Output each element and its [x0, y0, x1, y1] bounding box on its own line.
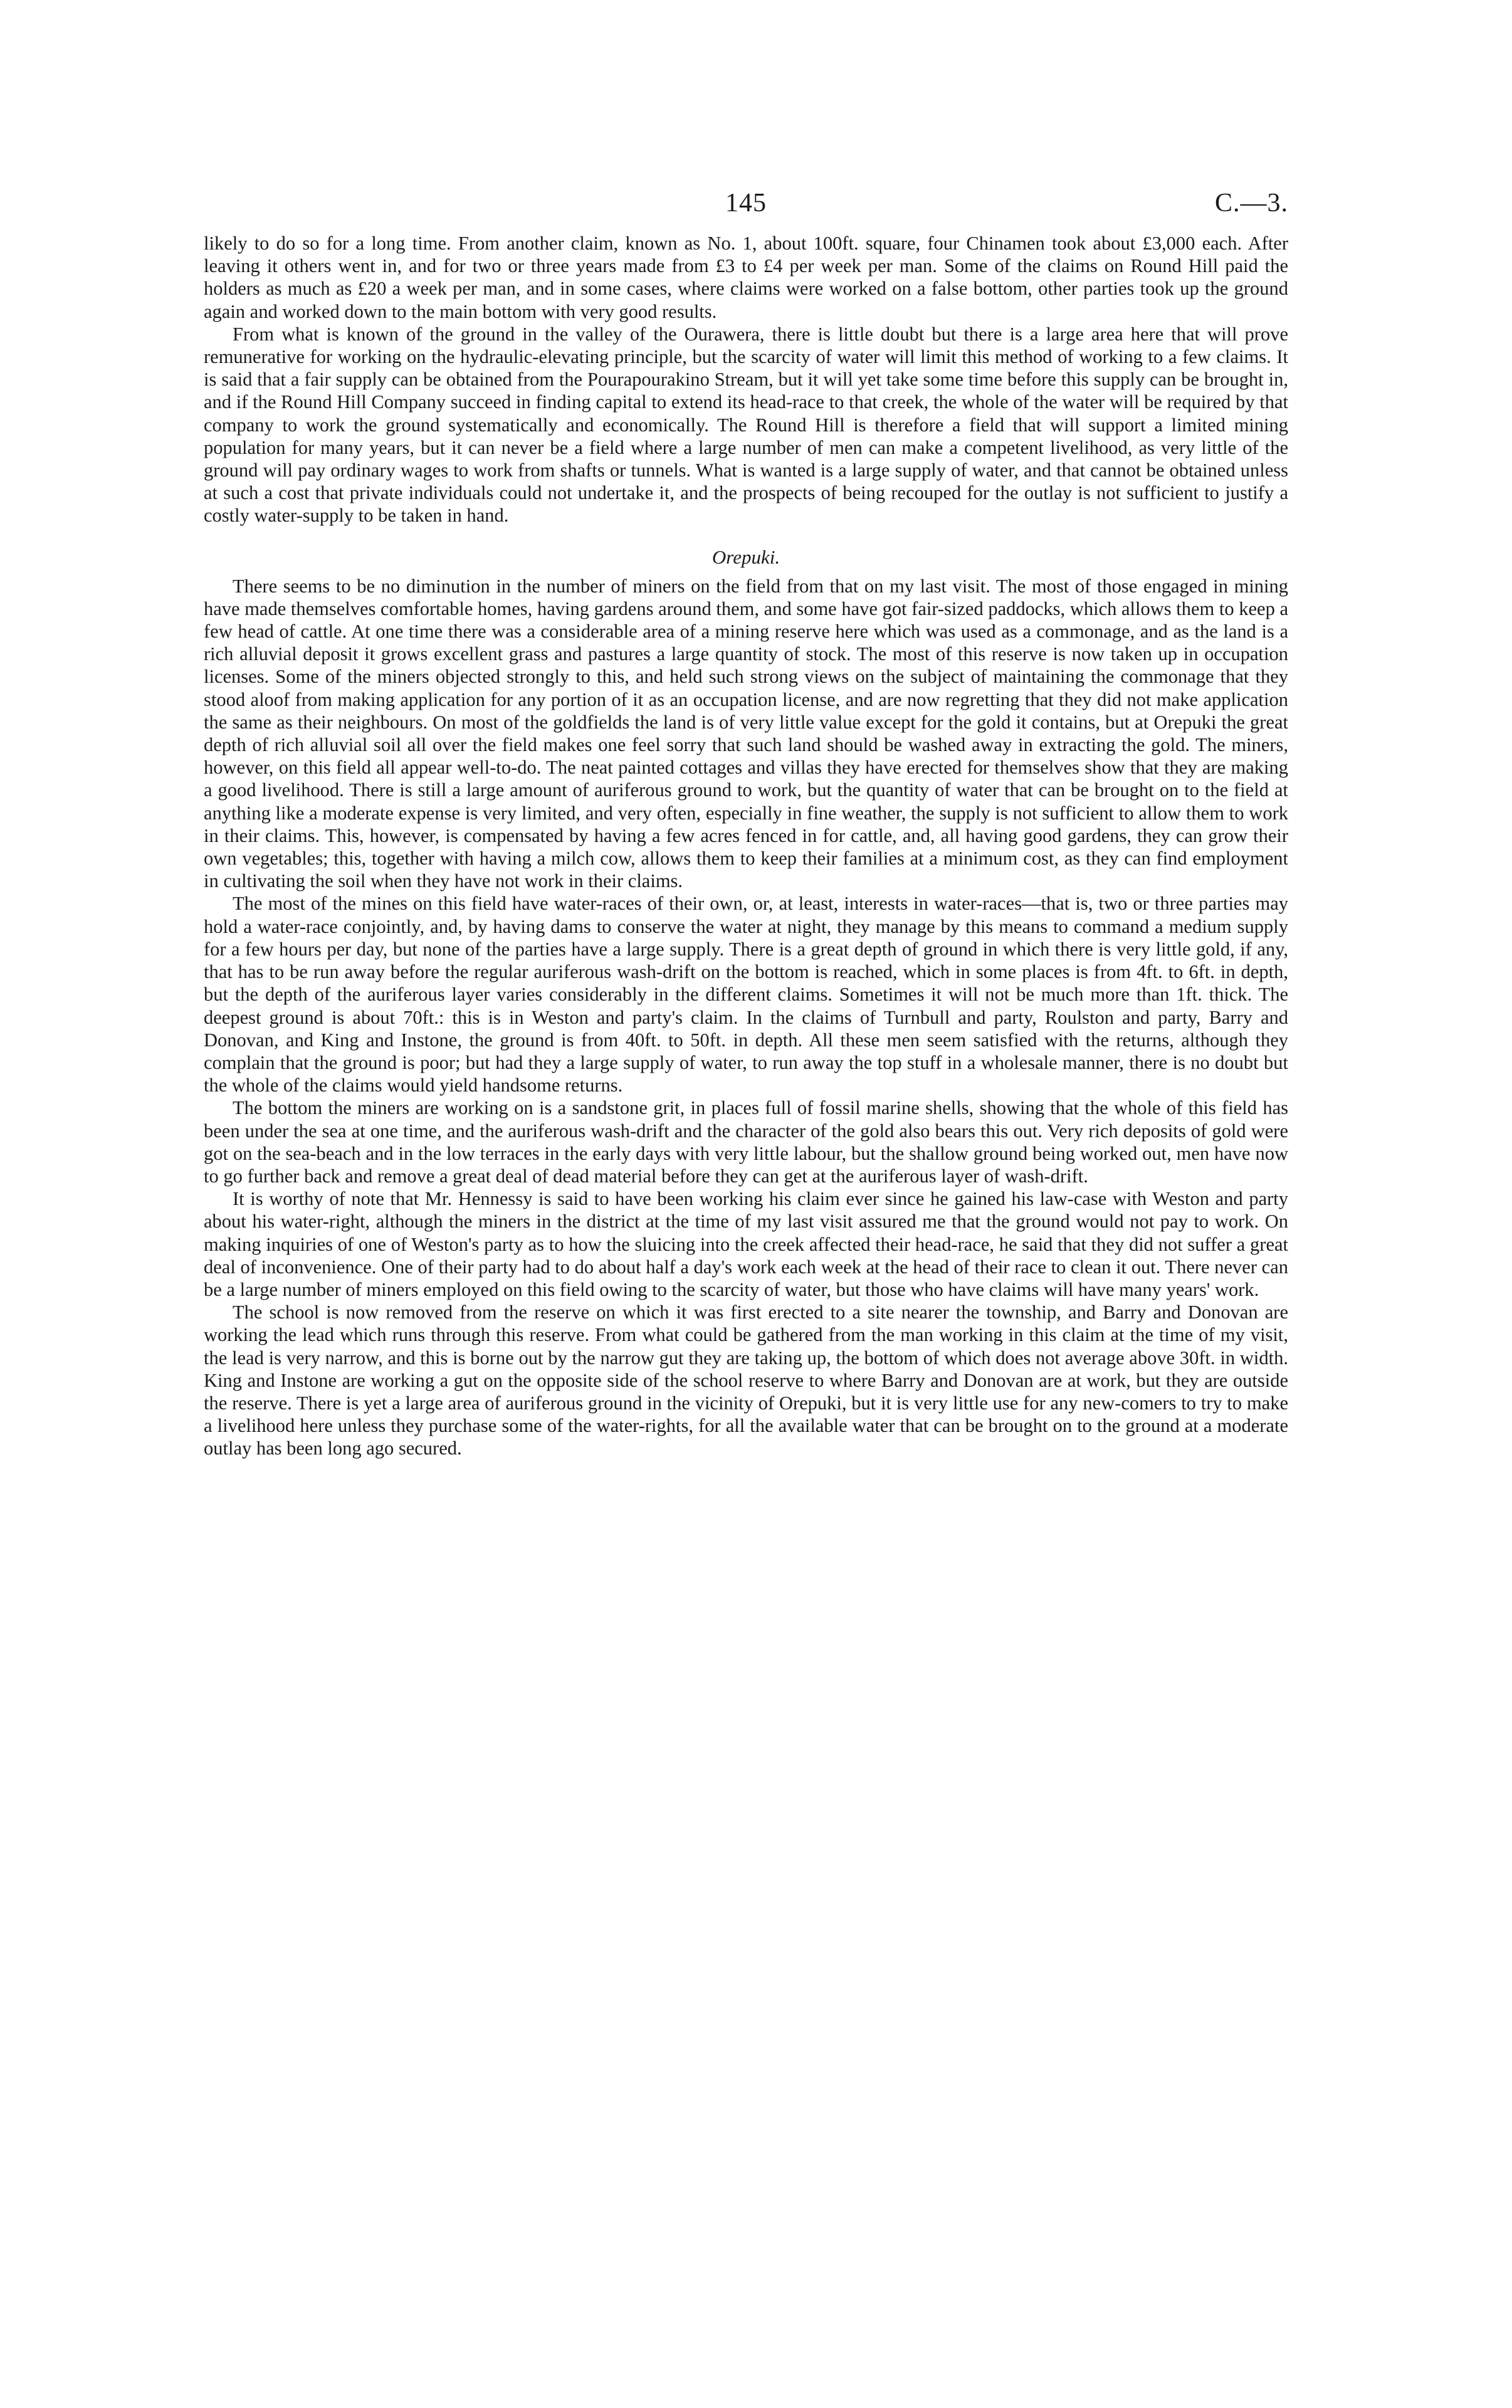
page-number: 145 — [725, 189, 767, 218]
paragraph: There seems to be no diminution in the number of miners on the field from that on my last visit. The most of those engaged in mining have made themselves comfortable homes, having gardens around them, and some have got fair-sized paddocks, which allows them to keep a few head of cattle. At one time there was a considerable area of a mining reserve here which was used as a commonage, and as the land is a rich alluvial deposit it grows excellent grass and pastures a large quantity of stock. The most of this reserve is now taken up in occupation licenses. Some of the miners objected strongly to this, and held such strong views on the subject of maintaining the commonage that they stood aloof from making application for any portion of it as an occupation license, and are now regretting that they did not make application the same as their neighbours. On most of the goldfields the land is of very little value except for the gold it contains, but at Orepuki the great depth of rich alluvial soil all over the field makes one feel sorry that such land should be washed away in extracting the gold. The miners, however, on this field all appear well-to-do. The neat painted cottages and villas they have erected for themselves show that they are making a good livelihood. There is still a large amount of auriferous ground to work, but the quantity of water that can be brought on to the field at anything like a moderate expense is very limited, and very often, especially in fine weather, the supply is not sufficient to allow them to work in their claims. This, however, is compensated by having a few acres fenced in for cattle, and, all having good gardens, they can grow their own vegetables; this, together with having a milch cow, allows them to keep their families at a minimum cost, as they can find employment in cultivating the soil when they have not work in their claims. — [204, 575, 1288, 892]
document-reference: C.—3. — [1214, 189, 1288, 218]
section-heading: Orepuki. — [711, 545, 780, 568]
document-page — [204, 188, 1288, 2351]
paragraph: It is worthy of note that Mr. Hennessy is said to have been working his claim ever since he gained his law-case with Weston and party about his water-right, although the miners in the district at the time of my last visit assured me that the ground would not pay to work. On making inquiries of one of Weston's party as to how the sluicing into the creek affected their head-race, he said that they did not suffer a great deal of inconvenience. One of their party had to do about half a day's work each week at the head of their race to clean it out. There never can be a large number of miners employed on this field owing to the scarcity of water, but those who have claims will have many years' work. — [204, 1188, 1288, 1300]
paragraph: The most of the mines on this field have water-races of their own, or, at least, interests in water-races—that is, two or three parties may hold a water-race conjointly, and, by having dams to conserve the water at night, they manage by this means to command a medium supply for a few hours per day, but none of the parties have a large supply. There is a great depth of ground in which there is very little gold, if any, that has to be run away before the regular auriferous wash-drift on the bottom is reached, which in some places is from 4ft. to 6ft. in depth, but the depth of the auriferous layer varies considerably in the different claims. Sometimes it will not be much more than 1ft. thick. The deepest ground is about 70ft.: this is in Weston and party's claim. In the claims of Turnbull and party, Roulston and party, Barry and Donovan, and King and Instone, the ground is from 40ft. to 50ft. in depth. All these men seem satisfied with the returns, although they complain that the ground is poor; but had they a large supply of water, to run away the top stuff in a wholesale manner, there is no doubt but the whole of the claims would yield handsome returns. — [204, 893, 1288, 1096]
page-header — [204, 188, 1288, 232]
paragraph: The school is now removed from the reserve on which it was first erected to a site nearer the township, and Barry and Donovan are working the lead which runs through this reserve. From what could be gathered from the man working in this claim at the time of my visit, the lead is very narrow, and this is borne out by the narrow gut they are taking up, the bottom of which does not average above 30ft. in width. King and Instone are working a gut on the opposite side of the school reserve to where Barry and Donovan are at work, but they are outside the reserve. There is yet a large area of auriferous ground in the vicinity of Orepuki, but it is very little use for any new-comers to try to make a livelihood here unless they purchase some of the water-rights, for all the available water that can be brought on to the ground at a moderate outlay has been long ago secured. — [204, 1301, 1288, 1459]
body-text — [204, 232, 1288, 1460]
paragraph: From what is known of the ground in the valley of the Ourawera, there is little doubt but there is a large area here that will prove remunerative for working on the hydraulic-elevating principle, but the scarcity of water will limit this method of working to a few claims. It is said that a fair supply can be obtained from the Pourapourakino Stream, but it will yet take some time before this supply can be brought in, and if the Round Hill Company succeed in finding capital to extend its head-race to that creek, the whole of the water will be required by that company to work the ground systematically and economically. The Round Hill is therefore a field that will support a limited mining population for many years, but it can never be a field where a large number of men can make a competent livelihood, as very little of the ground will pay ordinary wages to work from shafts or tunnels. What is wanted is a large supply of water, and that cannot be obtained unless at such a cost that private individuals could not undertake it, and the prospects of being recouped for the outlay is not sufficient to justify a costly water-supply to be taken in hand. — [204, 323, 1288, 527]
paragraph: The bottom the miners are working on is a sandstone grit, in places full of fossil marine shells, showing that the whole of this field has been under the sea at one time, and the auriferous wash-drift and the character of the gold also bears this out. Very rich deposits of gold were got on the sea-beach and in the low terraces in the early days with very little labour, but the shallow ground being worked out, men have now to go further back and remove a great deal of dead material before they can get at the auriferous layer of wash-drift. — [204, 1097, 1288, 1187]
paragraph-continued: likely to do so for a long time. From another claim, known as No. 1, about 100ft. square, four Chinamen took about £3,000 each. After leaving it others went in, and for two or three years made from £3 to £4 per week per man. Some of the claims on Round Hill paid the holders as much as £20 a week per man, and in some cases, where claims were worked on a false bottom, other parties took up the ground again and worked down to the main bottom with very good results. — [204, 233, 1288, 322]
